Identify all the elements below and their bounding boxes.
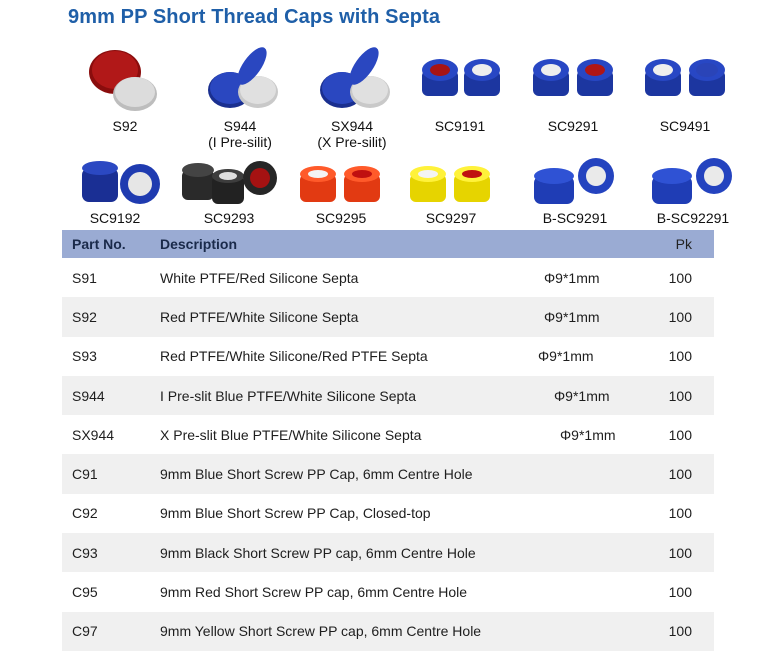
product-sublabel: (X Pre-silit)	[317, 134, 387, 150]
cell-part: C93	[72, 544, 98, 561]
cap-blue-bonded-image-2	[638, 156, 748, 210]
product-sc9295	[286, 156, 396, 226]
cell-pk: 100	[668, 269, 692, 286]
product-s92	[70, 40, 180, 134]
cell-description: Red PTFE/White Silicone/Red PTFE Septa	[160, 348, 428, 365]
header-pk: Pk	[675, 236, 692, 252]
product-sc9191	[405, 40, 515, 134]
product-sc9293	[174, 156, 284, 226]
product-label: SC9297	[425, 210, 477, 226]
cell-part: C95	[72, 584, 98, 601]
table-row	[62, 258, 714, 297]
cell-description: Red PTFE/White Silicone Septa	[160, 308, 359, 325]
product-table	[62, 230, 714, 651]
product-b-sc9291	[520, 156, 630, 226]
cell-description: 9mm Yellow Short Screw PP cap, 6mm Centre Hole	[160, 623, 482, 640]
product-label: SC9291	[547, 118, 599, 134]
cell-description: 9mm Red Short Screw PP cap, 6mm Centre Hole	[160, 584, 468, 601]
cell-pk: 100	[668, 505, 692, 522]
table-row	[62, 572, 714, 611]
cell-description: 9mm Blue Short Screw PP Cap, Closed-top	[160, 505, 431, 522]
header-part-no: Part No.	[72, 236, 126, 252]
cell-size: Φ9*1mm	[544, 269, 600, 286]
product-sc9297	[396, 156, 506, 226]
cell-description: White PTFE/Red Silicone Septa	[160, 269, 359, 286]
table-row	[62, 533, 714, 572]
cell-description: 9mm Blue Short Screw PP Cap, 6mm Centre Hole	[160, 466, 473, 483]
product-sc9291	[518, 40, 628, 134]
cell-size: Φ9*1mm	[538, 348, 594, 365]
cap-blue-bonded-image	[520, 156, 630, 210]
table-row	[62, 376, 714, 415]
cap-red-image	[286, 156, 396, 210]
cell-pk: 100	[668, 348, 692, 365]
cell-part: C91	[72, 466, 98, 483]
cell-pk: 100	[668, 466, 692, 483]
product-b-sc92291	[638, 156, 748, 226]
cell-description: 9mm Black Short Screw PP cap, 6mm Centre Hole	[160, 544, 476, 561]
table-row	[62, 415, 714, 454]
product-sx944	[297, 40, 407, 150]
product-label: SC9491	[659, 118, 711, 134]
cell-description: X Pre-slit Blue PTFE/White Silicone Septa	[160, 426, 422, 443]
cell-pk: 100	[668, 387, 692, 404]
cell-pk: 100	[668, 584, 692, 601]
cell-part: S91	[72, 269, 97, 286]
product-label: S92	[112, 118, 138, 134]
product-s944	[185, 40, 295, 150]
product-sc9192	[60, 156, 170, 226]
page-title: 9mm PP Short Thread Caps with Septa	[68, 6, 441, 28]
product-label: B-SC9291	[542, 210, 608, 226]
cell-part: C97	[72, 623, 98, 640]
cell-pk: 100	[668, 308, 692, 325]
product-label: B-SC92291	[656, 210, 730, 226]
product-sc9491	[630, 40, 740, 134]
product-label: SC9192	[89, 210, 141, 226]
cap-blue-red-septa-image	[410, 40, 510, 118]
cap-blue-side-image	[60, 156, 170, 210]
product-sublabel: (I Pre-silit)	[208, 134, 272, 150]
product-label: SC9295	[315, 210, 367, 226]
product-label: SC9293	[203, 210, 255, 226]
cell-description: I Pre-slit Blue PTFE/White Silicone Septa	[160, 387, 416, 404]
cell-pk: 100	[668, 623, 692, 640]
cap-blue-closed-image	[635, 40, 735, 118]
cap-black-image	[174, 156, 284, 210]
cell-pk: 100	[668, 426, 692, 443]
product-label: S944	[223, 118, 257, 134]
table-row	[62, 454, 714, 493]
cell-part: C92	[72, 505, 98, 522]
header-description: Description	[160, 236, 238, 252]
cap-blue-red-septa-image-2	[523, 40, 623, 118]
septa-blue-white-x-image	[302, 40, 402, 118]
septa-red-white-image	[75, 40, 175, 118]
table-row	[62, 297, 714, 336]
septa-blue-white-image	[190, 40, 290, 118]
product-label: SX944	[330, 118, 374, 134]
cell-size: Φ9*1mm	[560, 426, 616, 443]
cell-size: Φ9*1mm	[554, 387, 610, 404]
table-row	[62, 337, 714, 376]
table-header	[62, 230, 714, 258]
cell-part: S944	[72, 387, 105, 404]
cell-part: S92	[72, 308, 97, 325]
cap-yellow-image	[396, 156, 506, 210]
cell-part: S93	[72, 348, 97, 365]
cell-size: Φ9*1mm	[544, 308, 600, 325]
product-gallery	[60, 38, 740, 228]
table-row	[62, 494, 714, 533]
cell-part: SX944	[72, 426, 115, 443]
table-row	[62, 612, 714, 651]
cell-pk: 100	[668, 544, 692, 561]
product-label: SC9191	[434, 118, 486, 134]
